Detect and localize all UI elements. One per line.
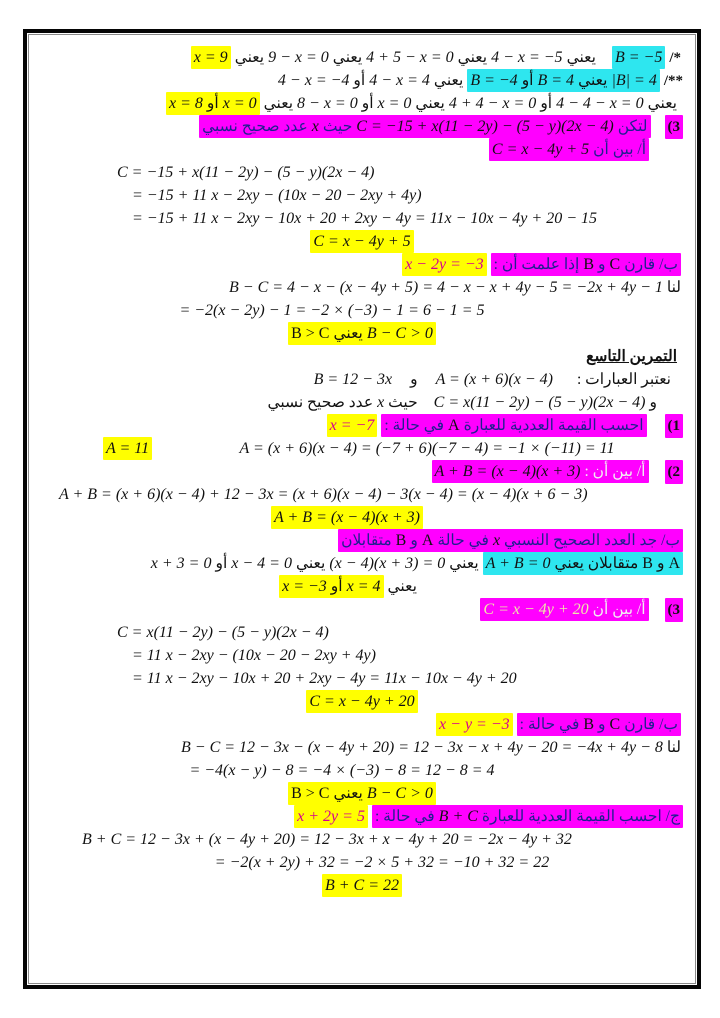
magenta-highlight xyxy=(372,805,683,828)
arabic-text: يعني xyxy=(295,555,326,572)
math-expression: B > C xyxy=(291,325,330,342)
math-expression: B + C xyxy=(438,808,478,825)
math-expression: 4 + 4 − x = 0 xyxy=(448,95,537,112)
yellow-highlight xyxy=(436,713,513,736)
arabic-text: يعني xyxy=(566,49,596,66)
arabic-text: أو xyxy=(353,72,366,89)
math-expression: x + 2y = 5 xyxy=(297,808,365,825)
yellow-highlight xyxy=(306,690,417,713)
text-line xyxy=(37,713,687,736)
math-expression: 4 − x = −4 xyxy=(277,72,350,89)
math-expression: B = −5 xyxy=(614,49,663,66)
magenta-highlight xyxy=(665,460,684,484)
arabic-text: عدد صحيح نسبي xyxy=(267,394,374,411)
arabic-text: يعني xyxy=(433,72,464,89)
math-expression: 9 − x = 0 xyxy=(268,49,329,66)
arabic-text: يعني xyxy=(578,72,608,89)
text-line xyxy=(37,460,687,483)
math-expression: 4 + 5 − x = 0 xyxy=(366,49,454,66)
math-expression: A + B = (x + 6)(x − 4) + 12 − 3x = (x + 6)(x − 4) − 3(x − 4) = (x − 4)(x + 6 − 3) xyxy=(59,486,588,503)
math-expression: x − y = −3 xyxy=(439,716,510,733)
magenta-highlight xyxy=(665,598,684,622)
text-line xyxy=(37,575,687,598)
magenta-highlight xyxy=(199,115,650,138)
math-expression: C = −15 + x(11 − 2y) − (5 − y)(2x − 4) xyxy=(356,118,614,135)
yellow-highlight xyxy=(279,575,383,598)
math-expression: A xyxy=(668,555,680,572)
arabic-text: يعني xyxy=(415,95,445,112)
arabic-text: يعني xyxy=(449,555,479,572)
arabic-text: أ/ بين أن : xyxy=(584,463,646,480)
text-line xyxy=(37,874,687,897)
text-line xyxy=(37,598,687,621)
arabic-text: و xyxy=(410,532,418,549)
math-expression: x − 2y = −3 xyxy=(405,256,484,273)
text-line xyxy=(37,299,687,322)
yellow-highlight xyxy=(166,92,260,115)
math-expression: x = 0 xyxy=(222,95,257,112)
section-heading: التمرين التاسع xyxy=(586,348,677,365)
math-expression: x + 3 = 0 xyxy=(150,555,212,572)
text-line xyxy=(37,506,687,529)
math-expression: x = 9 xyxy=(193,49,228,66)
arabic-text: و xyxy=(649,394,657,411)
math-expression: 4 − x = −5 xyxy=(491,49,563,66)
magenta-highlight xyxy=(665,414,684,438)
math-expression: A = (x + 6)(x − 4) xyxy=(435,371,553,388)
math-expression: B xyxy=(583,716,595,733)
math-expression: B + C = 22 xyxy=(324,877,400,894)
math-expression: B xyxy=(642,555,653,572)
spacer xyxy=(653,613,661,614)
text-line xyxy=(37,782,687,805)
text-line xyxy=(37,529,687,552)
math-expression: C = −15 + x(11 − 2y) − (5 − y)(2x − 4) xyxy=(117,164,375,181)
arabic-text: يعني xyxy=(647,95,677,112)
arabic-text: يعني xyxy=(263,95,294,112)
arabic-text: يعني xyxy=(332,49,363,66)
text-line xyxy=(37,322,687,345)
item-marker: (2 xyxy=(667,464,680,480)
arabic-text: أو xyxy=(361,95,374,112)
yellow-highlight xyxy=(294,805,368,828)
text-line xyxy=(37,851,687,874)
item-marker: /** xyxy=(663,73,683,89)
arabic-text: في حالة xyxy=(437,532,489,549)
page-border-inner-line xyxy=(28,34,696,984)
math-expression: (x − 4)(x + 3) = 0 xyxy=(329,555,446,572)
arabic-text: أو xyxy=(215,555,228,572)
spacer xyxy=(422,406,430,407)
text-line xyxy=(37,690,687,713)
math-expression: 4 − 4 − x = 0 xyxy=(556,95,644,112)
spacer xyxy=(422,383,432,384)
text-line xyxy=(37,414,687,437)
yellow-highlight xyxy=(402,253,487,276)
math-expression: = 11 x − 2xy − 10x + 20 + 2xy − 4y = 11x − 10x − 4y + 20 xyxy=(132,670,517,687)
math-expression: x = 4 xyxy=(346,578,381,595)
yellow-highlight xyxy=(322,874,402,897)
math-expression: x xyxy=(377,394,385,411)
text-line xyxy=(37,345,687,368)
item-marker: (3 xyxy=(667,602,680,618)
page-content xyxy=(31,37,693,981)
text-line xyxy=(37,391,687,414)
arabic-text: يعني xyxy=(333,325,363,342)
text-line xyxy=(37,69,687,92)
math-expression: B = −4 xyxy=(470,72,518,89)
math-expression: A = (x + 6)(x − 4) = (−7 + 6)(−7 − 4) = −1 × (−11) = 11 xyxy=(239,440,615,457)
math-expression: = −2(x − 2y) − 1 = −2 × (−3) − 1 = 6 − 1 = 5 xyxy=(179,302,485,319)
arabic-text: و xyxy=(656,555,665,572)
math-expression: B − C > 0 xyxy=(366,325,433,342)
magenta-highlight xyxy=(517,713,681,736)
math-expression: B − C = 12 − 3x − (x − 4y + 20) = 12 − 3x − x + 4y − 20 = −4x + 4y − 8 xyxy=(181,739,663,756)
math-expression: A + B = 0 xyxy=(485,555,551,572)
math-expression: x xyxy=(311,118,319,135)
spacer xyxy=(651,429,661,430)
arabic-text: و xyxy=(598,716,606,733)
arabic-text: أ/ بين أن xyxy=(593,141,646,158)
math-expression: A + B = (x − 4)(x + 3) xyxy=(434,463,581,480)
text-line xyxy=(37,552,687,575)
item-marker: (3 xyxy=(667,119,680,135)
arabic-text: أو xyxy=(206,95,219,112)
math-expression: B > C xyxy=(291,785,330,802)
math-expression: A xyxy=(448,417,460,434)
spacer xyxy=(396,383,406,384)
math-expression: x = 8 xyxy=(169,95,203,112)
yellow-highlight xyxy=(327,414,378,437)
text-line xyxy=(37,138,687,161)
math-expression: = −2(x + 2y) + 32 = −2 × 5 + 32 = −10 + 32 = 22 xyxy=(214,854,550,871)
arabic-text: احسب القيمة العددية للعبارة xyxy=(463,417,644,434)
math-expression: C xyxy=(609,256,621,273)
arabic-text: أو xyxy=(540,95,553,112)
math-expression: B − C = 4 − x − (x − 4y + 5) = 4 − x − x + 4y − 5 = −2x + 4y − 1 xyxy=(229,279,663,296)
text-line xyxy=(37,184,687,207)
math-expression: 4 − x = 4 xyxy=(369,72,430,89)
arabic-text: إذا علمت أن : xyxy=(493,256,580,273)
arabic-text: و xyxy=(410,371,418,388)
arabic-text: أو xyxy=(330,578,343,595)
arabic-text: في حالة : xyxy=(519,716,580,733)
arabic-text: يعني xyxy=(457,49,488,66)
math-expression: B xyxy=(583,256,595,273)
math-expression: = −4(x − y) − 8 = −4 × (−3) − 8 = 12 − 8 = 4 xyxy=(189,762,495,779)
left-result-highlight xyxy=(103,437,152,460)
arabic-text: أ/ بين أن xyxy=(592,601,646,618)
text-line xyxy=(37,230,687,253)
arabic-text: عدد صحيح نسبي xyxy=(202,118,308,135)
math-expression: C = x(11 − 2y) − (5 − y)(2x − 4) xyxy=(433,394,646,411)
arabic-text: لتكن xyxy=(617,118,648,135)
yellow-highlight xyxy=(288,322,436,345)
text-line xyxy=(37,828,687,851)
math-expression: C = x − 4y + 5 xyxy=(491,141,590,158)
math-expression: x = −7 xyxy=(329,417,375,434)
magenta-highlight xyxy=(665,115,684,139)
arabic-text: يعني xyxy=(387,578,417,595)
cyan-highlight xyxy=(612,46,665,69)
text-line xyxy=(37,276,687,299)
arabic-text: ج/ احسب القيمة العددية للعبارة xyxy=(481,808,680,825)
spacer xyxy=(600,61,608,62)
arabic-text: يعني xyxy=(234,49,265,66)
math-expression: B − C > 0 xyxy=(366,785,433,802)
text-line xyxy=(37,161,687,184)
math-expression: B xyxy=(395,532,407,549)
arabic-text: يعني xyxy=(333,785,363,802)
math-expression: C = x − 4y + 20 xyxy=(309,693,415,710)
math-expression: = 11 x − 2xy − (10x − 20 − 2xy + 4y) xyxy=(132,647,376,664)
math-expression: C = x − 4y + 5 xyxy=(313,233,411,250)
math-expression: x − 4 = 0 xyxy=(231,555,292,572)
arabic-text: حيث xyxy=(322,118,353,135)
math-expression: x = −3 xyxy=(282,578,327,595)
math-expression: x = 0 xyxy=(377,95,412,112)
item-marker: /* xyxy=(669,50,681,66)
magenta-highlight xyxy=(489,138,649,161)
text-line xyxy=(37,368,687,391)
item-marker: (1 xyxy=(667,418,680,434)
arabic-text: في حالة : xyxy=(384,417,445,434)
magenta-highlight xyxy=(381,414,646,437)
math-expression: B = 4 xyxy=(537,72,575,89)
text-line xyxy=(37,644,687,667)
text-line xyxy=(37,253,687,276)
magenta-highlight xyxy=(432,460,649,483)
text-line xyxy=(37,207,687,230)
math-expression: 8 − x = 0 xyxy=(297,95,358,112)
arabic-text: لنا xyxy=(666,739,681,756)
text-line xyxy=(37,437,687,460)
magenta-highlight xyxy=(480,598,648,621)
yellow-highlight xyxy=(288,782,436,805)
arabic-text: ب/ قارن xyxy=(624,716,678,733)
spacer xyxy=(557,383,573,384)
math-expression: A + B = (x − 4)(x + 3) xyxy=(274,509,420,526)
arabic-text: ب/ جد العدد الصحيح النسبي xyxy=(504,532,680,549)
arabic-text: نعتبر العبارات : xyxy=(576,371,671,388)
magenta-highlight xyxy=(491,253,681,276)
arabic-text: ب/ قارن xyxy=(624,256,678,273)
math-expression: C xyxy=(609,716,621,733)
math-expression: C = x(11 − 2y) − (5 − y)(2x − 4) xyxy=(117,624,329,641)
yellow-highlight xyxy=(271,506,423,529)
cyan-highlight xyxy=(483,552,683,575)
page-border-frame xyxy=(23,29,701,989)
arabic-text: في حالة : xyxy=(374,808,435,825)
arabic-text: متقابلان يعني xyxy=(554,555,639,572)
math-expression: x xyxy=(492,532,501,549)
arabic-text: حيث xyxy=(388,394,418,411)
text-line xyxy=(37,805,687,828)
arabic-text: متقابلان xyxy=(341,532,392,549)
text-line xyxy=(37,483,687,506)
arabic-text: لنا xyxy=(666,279,681,296)
arabic-text: أو xyxy=(521,72,534,89)
magenta-highlight xyxy=(338,529,683,552)
arabic-text: و xyxy=(598,256,606,273)
text-line xyxy=(37,115,687,138)
math-expression: = −15 + 11 x − 2xy − (10x − 20 − 2xy + 4y) xyxy=(132,187,422,204)
math-expression: B + C = 12 − 3x + (x − 4y + 20) = 12 − 3x + x − 4y + 20 = −2x − 4y + 32 xyxy=(82,831,572,848)
math-expression: = −15 + 11 x − 2xy − 10x + 20 + 2xy − 4y = 11x − 10x − 4y + 20 − 15 xyxy=(132,210,597,227)
text-line xyxy=(37,621,687,644)
math-expression: A = 11 xyxy=(106,440,150,457)
math-expression: |B| = 4 xyxy=(611,72,657,89)
math-expression: A xyxy=(421,532,434,549)
cyan-highlight xyxy=(467,69,660,92)
yellow-highlight xyxy=(310,230,413,253)
text-line xyxy=(37,46,687,69)
text-line xyxy=(37,92,687,115)
yellow-highlight xyxy=(191,46,231,69)
text-line xyxy=(37,736,687,759)
text-line xyxy=(37,667,687,690)
spacer xyxy=(655,130,661,131)
math-expression: C = x − 4y + 20 xyxy=(483,601,589,618)
text-line xyxy=(37,759,687,782)
math-expression: B = 12 − 3x xyxy=(313,371,393,388)
spacer xyxy=(653,475,661,476)
